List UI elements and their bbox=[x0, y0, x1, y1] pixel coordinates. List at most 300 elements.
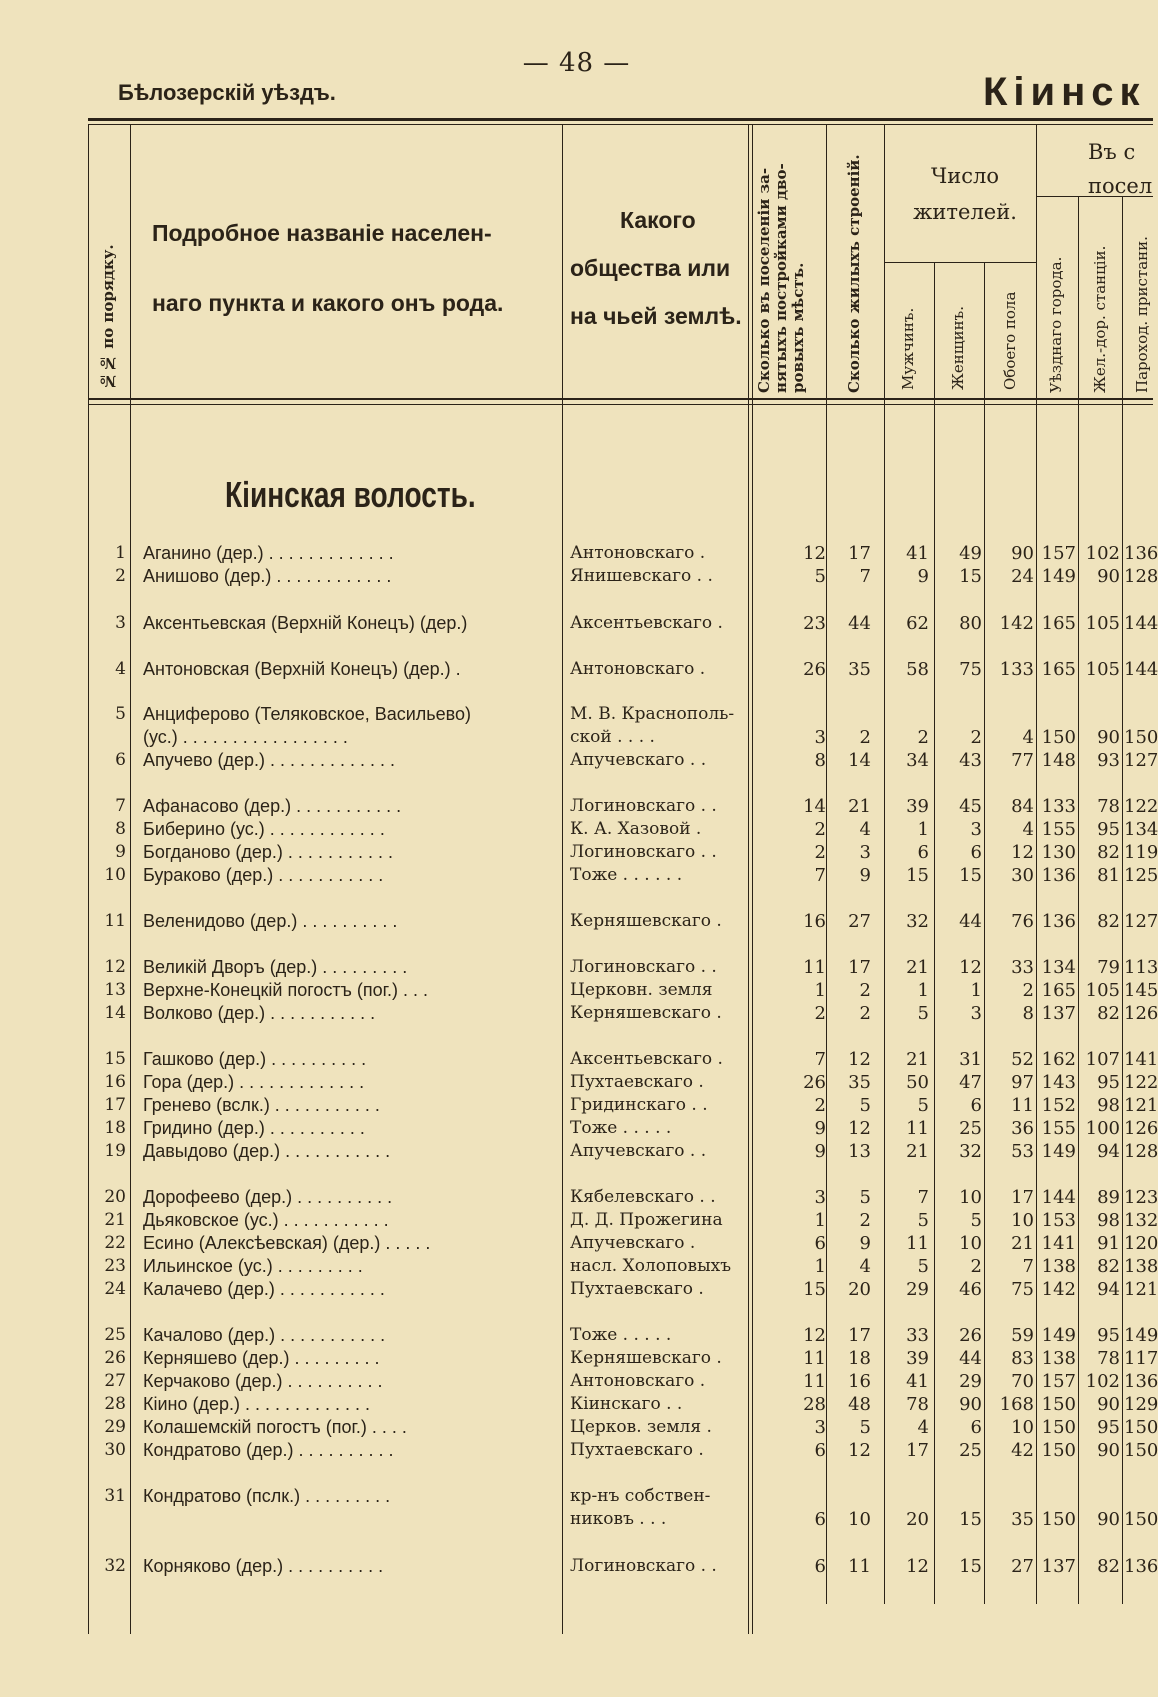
owner-name: Апучевскаго . bbox=[570, 1233, 696, 1253]
women-value: 45 bbox=[959, 796, 982, 817]
table-row bbox=[0, 565, 1158, 588]
both-value: 142 bbox=[999, 613, 1034, 634]
table-row bbox=[0, 864, 1158, 887]
table-row bbox=[0, 1186, 1158, 1209]
households-value: 1 bbox=[814, 980, 826, 1001]
both-value: 35 bbox=[1011, 1509, 1034, 1530]
women-value: 25 bbox=[959, 1440, 982, 1461]
owner-name: насл. Холоповыхъ bbox=[570, 1256, 732, 1276]
owner-name: Логиновскаго . . bbox=[570, 1556, 717, 1576]
rail-distance: 90 bbox=[1097, 566, 1120, 587]
header-buildings: Сколько жилыхъ строеній. bbox=[845, 154, 863, 393]
settlement-name: Верхне-Конецкій погостъ (пог.) . . . bbox=[143, 980, 429, 1000]
row-number: 14 bbox=[104, 1003, 126, 1023]
table-row bbox=[0, 1071, 1158, 1094]
settlement-name: Керчаково (дер.) . . . . . . . . . . bbox=[143, 1371, 383, 1391]
buildings-value: 18 bbox=[848, 1348, 871, 1369]
men-value: 21 bbox=[906, 957, 929, 978]
both-value: 52 bbox=[1011, 1049, 1034, 1070]
rail-distance: 90 bbox=[1097, 1394, 1120, 1415]
town-distance: 157 bbox=[1041, 1371, 1076, 1392]
header-owner-line2: общества или bbox=[570, 255, 731, 281]
section-title: Кіинская волость. bbox=[225, 474, 476, 515]
table-row bbox=[0, 795, 1158, 818]
both-value: 10 bbox=[1011, 1417, 1034, 1438]
households-value: 11 bbox=[803, 1348, 826, 1369]
rail-distance: 107 bbox=[1085, 1049, 1120, 1070]
table-top-rule-thin bbox=[88, 124, 1153, 125]
rail-distance: 78 bbox=[1097, 1348, 1120, 1369]
buildings-value: 9 bbox=[859, 865, 871, 886]
table-row bbox=[0, 1393, 1158, 1416]
both-value: 36 bbox=[1011, 1118, 1034, 1139]
table-row bbox=[0, 1508, 1158, 1531]
town-distance: 138 bbox=[1041, 1256, 1076, 1277]
rail-distance: 105 bbox=[1085, 659, 1120, 680]
row-number: 23 bbox=[104, 1256, 126, 1276]
settlement-name: Дьяковское (ус.) . . . . . . . . . . . bbox=[143, 1210, 389, 1230]
row-number: 12 bbox=[104, 957, 126, 977]
women-value: 6 bbox=[970, 842, 982, 863]
settlement-name: Керняшево (дер.) . . . . . . . . . bbox=[143, 1348, 380, 1368]
town-distance: 150 bbox=[1041, 727, 1076, 748]
women-value: 47 bbox=[959, 1072, 982, 1093]
row-number: 4 bbox=[115, 659, 126, 679]
settlement-name: Гашково (дер.) . . . . . . . . . . bbox=[143, 1049, 367, 1069]
town-distance: 157 bbox=[1041, 543, 1076, 564]
owner-name: Пухтаевскаго . bbox=[570, 1440, 704, 1460]
households-value: 11 bbox=[803, 1371, 826, 1392]
settlement-name: Дорофеево (дер.) . . . . . . . . . . bbox=[143, 1187, 393, 1207]
town-distance: 149 bbox=[1041, 566, 1076, 587]
women-value: 44 bbox=[959, 1348, 982, 1369]
header-households: Сколько въ поселеніи за-нятыхъ постройками дво-ровыхъ мѣстъ. bbox=[755, 163, 807, 393]
both-value: 12 bbox=[1011, 842, 1034, 863]
households-value: 2 bbox=[814, 1095, 826, 1116]
owner-name: Пухтаевскаго . bbox=[570, 1072, 704, 1092]
women-value: 10 bbox=[959, 1233, 982, 1254]
owner-name: Тоже . . . . . bbox=[570, 1118, 672, 1138]
header-rail: Жел.-дор. станціи. bbox=[1091, 245, 1109, 393]
row-number: 15 bbox=[104, 1049, 126, 1069]
settlement-name: Корняково (дер.) . . . . . . . . . . bbox=[143, 1556, 384, 1576]
table-row bbox=[0, 1416, 1158, 1439]
row-number: 9 bbox=[115, 842, 126, 862]
households-value: 3 bbox=[814, 1417, 826, 1438]
men-value: 39 bbox=[906, 796, 929, 817]
women-value: 15 bbox=[959, 1556, 982, 1577]
pier-distance: 134 bbox=[1124, 819, 1158, 840]
women-value: 15 bbox=[959, 865, 982, 886]
owner-name: Гридинскаго . . bbox=[570, 1095, 708, 1115]
row-number: 21 bbox=[104, 1210, 126, 1230]
header-name-line2: наго пункта и какого онъ рода. bbox=[152, 290, 504, 316]
buildings-value: 21 bbox=[848, 796, 871, 817]
buildings-value: 14 bbox=[848, 750, 871, 771]
households-value: 3 bbox=[814, 1187, 826, 1208]
households-value: 9 bbox=[814, 1141, 826, 1162]
both-value: 42 bbox=[1011, 1440, 1034, 1461]
town-distance: 134 bbox=[1041, 957, 1076, 978]
row-number: 13 bbox=[104, 980, 126, 1000]
header-bottom-rule-thin bbox=[88, 404, 1153, 405]
pier-distance: 126 bbox=[1124, 1118, 1158, 1139]
town-distance: 152 bbox=[1041, 1095, 1076, 1116]
women-value: 12 bbox=[959, 957, 982, 978]
table-row bbox=[0, 726, 1158, 749]
women-value: 25 bbox=[959, 1118, 982, 1139]
pier-distance: 136 bbox=[1124, 1371, 1158, 1392]
owner-name: Аксентьевскаго . bbox=[570, 613, 723, 633]
both-value: 53 bbox=[1011, 1141, 1034, 1162]
header-name-line1: Подробное названіе населен- bbox=[152, 220, 492, 246]
pier-distance: 122 bbox=[1124, 796, 1158, 817]
households-value: 28 bbox=[803, 1394, 826, 1415]
buildings-value: 35 bbox=[848, 1072, 871, 1093]
buildings-value: 7 bbox=[859, 566, 871, 587]
pier-distance: 144 bbox=[1124, 613, 1158, 634]
both-value: 27 bbox=[1011, 1556, 1034, 1577]
settlement-name: Афанасово (дер.) . . . . . . . . . . . bbox=[143, 796, 402, 816]
row-number: 19 bbox=[104, 1141, 126, 1161]
town-distance: 137 bbox=[1041, 1003, 1076, 1024]
both-value: 59 bbox=[1011, 1325, 1034, 1346]
buildings-value: 4 bbox=[859, 1256, 871, 1277]
men-value: 58 bbox=[906, 659, 929, 680]
pier-distance: 113 bbox=[1124, 957, 1158, 978]
households-value: 3 bbox=[814, 727, 826, 748]
both-value: 8 bbox=[1022, 1003, 1034, 1024]
both-value: 30 bbox=[1011, 865, 1034, 886]
row-number: 22 bbox=[104, 1233, 126, 1253]
pier-distance: 136 bbox=[1124, 543, 1158, 564]
pier-distance: 138 bbox=[1124, 1256, 1158, 1277]
both-value: 17 bbox=[1011, 1187, 1034, 1208]
table-row bbox=[0, 658, 1158, 681]
settlement-name: (ус.) . . . . . . . . . . . . . . . . . bbox=[143, 727, 348, 747]
settlement-name: Анишово (дер.) . . . . . . . . . . . . bbox=[143, 566, 392, 586]
women-value: 6 bbox=[970, 1417, 982, 1438]
rail-distance: 94 bbox=[1097, 1279, 1120, 1300]
buildings-value: 2 bbox=[859, 1003, 871, 1024]
buildings-value: 9 bbox=[859, 1233, 871, 1254]
settlement-name: Аганино (дер.) . . . . . . . . . . . . . bbox=[143, 543, 394, 563]
owner-name: Керняшевскаго . bbox=[570, 1348, 722, 1368]
owner-name: Янишевскаго . . bbox=[570, 566, 713, 586]
buildings-value: 2 bbox=[859, 1210, 871, 1231]
table-row bbox=[0, 1232, 1158, 1255]
town-distance: 142 bbox=[1041, 1279, 1076, 1300]
both-value: 168 bbox=[999, 1394, 1034, 1415]
households-value: 6 bbox=[814, 1509, 826, 1530]
settlement-name: Биберино (ус.) . . . . . . . . . . . . bbox=[143, 819, 385, 839]
header-town: Уѣзднаго города. bbox=[1047, 256, 1065, 393]
pier-distance: 132 bbox=[1124, 1210, 1158, 1231]
women-value: 26 bbox=[959, 1325, 982, 1346]
table-top-rule bbox=[88, 118, 1153, 121]
women-value: 44 bbox=[959, 911, 982, 932]
running-head: Кіинск bbox=[983, 70, 1146, 114]
table-row bbox=[0, 749, 1158, 772]
subheader-rule bbox=[884, 262, 1036, 263]
both-value: 2 bbox=[1022, 980, 1034, 1001]
pier-distance: 121 bbox=[1124, 1095, 1158, 1116]
row-number: 28 bbox=[104, 1394, 126, 1414]
men-value: 11 bbox=[906, 1233, 929, 1254]
owner-name: Антоновскаго . bbox=[570, 659, 706, 679]
men-value: 2 bbox=[917, 727, 929, 748]
owner-name: Пухтаевскаго . bbox=[570, 1279, 704, 1299]
row-number: 25 bbox=[104, 1325, 126, 1345]
buildings-value: 11 bbox=[848, 1556, 871, 1577]
both-value: 24 bbox=[1011, 566, 1034, 587]
page-number: — 48 — bbox=[522, 48, 631, 78]
table-row bbox=[0, 1209, 1158, 1232]
header-bottom-rule bbox=[88, 398, 1153, 400]
both-value: 10 bbox=[1011, 1210, 1034, 1231]
table-row bbox=[0, 1555, 1158, 1578]
town-distance: 155 bbox=[1041, 1118, 1076, 1139]
women-value: 29 bbox=[959, 1371, 982, 1392]
owner-name: Антоновскаго . bbox=[570, 1371, 706, 1391]
town-distance: 165 bbox=[1041, 613, 1076, 634]
settlement-name: Кіино (дер.) . . . . . . . . . . . . . bbox=[143, 1394, 371, 1414]
buildings-value: 5 bbox=[859, 1095, 871, 1116]
households-value: 23 bbox=[803, 613, 826, 634]
buildings-value: 27 bbox=[848, 911, 871, 932]
table-row bbox=[0, 1140, 1158, 1163]
women-value: 6 bbox=[970, 1095, 982, 1116]
settlement-name: Качалово (дер.) . . . . . . . . . . . bbox=[143, 1325, 386, 1345]
households-value: 1 bbox=[814, 1256, 826, 1277]
men-value: 29 bbox=[906, 1279, 929, 1300]
rail-distance: 79 bbox=[1097, 957, 1120, 978]
men-value: 78 bbox=[906, 1394, 929, 1415]
town-distance: 150 bbox=[1041, 1440, 1076, 1461]
row-number: 31 bbox=[104, 1486, 126, 1506]
district-title: Бѣлозерскій уѣздъ. bbox=[118, 80, 336, 105]
pier-distance: 121 bbox=[1124, 1279, 1158, 1300]
owner-name: Тоже . . . . . . bbox=[570, 865, 683, 885]
men-value: 4 bbox=[917, 1417, 929, 1438]
both-value: 133 bbox=[999, 659, 1034, 680]
owner-name: Апучевскаго . . bbox=[570, 750, 707, 770]
town-distance: 141 bbox=[1041, 1233, 1076, 1254]
town-distance: 150 bbox=[1041, 1509, 1076, 1530]
table-row bbox=[0, 1324, 1158, 1347]
town-distance: 136 bbox=[1041, 865, 1076, 886]
row-number: 27 bbox=[104, 1371, 126, 1391]
rail-distance: 82 bbox=[1097, 1003, 1120, 1024]
town-distance: 153 bbox=[1041, 1210, 1076, 1231]
both-value: 11 bbox=[1011, 1095, 1034, 1116]
pier-distance: 141 bbox=[1124, 1049, 1158, 1070]
rail-distance: 95 bbox=[1097, 1417, 1120, 1438]
owner-name: Кіинскаго . . bbox=[570, 1394, 683, 1414]
row-number: 1 bbox=[115, 543, 126, 563]
pier-distance: 150 bbox=[1124, 1509, 1158, 1530]
men-value: 6 bbox=[917, 842, 929, 863]
town-distance: 136 bbox=[1041, 911, 1076, 932]
households-value: 26 bbox=[803, 659, 826, 680]
rail-distance: 82 bbox=[1097, 1556, 1120, 1577]
table-row bbox=[0, 1347, 1158, 1370]
town-distance: 165 bbox=[1041, 659, 1076, 680]
households-value: 1 bbox=[814, 1210, 826, 1231]
rail-distance: 95 bbox=[1097, 1325, 1120, 1346]
owner-name: Логиновскаго . . bbox=[570, 957, 717, 977]
settlement-name: Есино (Алексѣевская) (дер.) . . . . . bbox=[143, 1233, 431, 1253]
pier-distance: 125 bbox=[1124, 865, 1158, 886]
town-distance: 149 bbox=[1041, 1325, 1076, 1346]
rail-distance: 94 bbox=[1097, 1141, 1120, 1162]
buildings-value: 17 bbox=[848, 957, 871, 978]
women-value: 2 bbox=[970, 727, 982, 748]
buildings-value: 48 bbox=[848, 1394, 871, 1415]
buildings-value: 17 bbox=[848, 543, 871, 564]
households-value: 6 bbox=[814, 1556, 826, 1577]
header-name bbox=[152, 198, 552, 338]
men-value: 5 bbox=[917, 1210, 929, 1231]
men-value: 41 bbox=[906, 1371, 929, 1392]
both-value: 21 bbox=[1011, 1233, 1034, 1254]
households-value: 2 bbox=[814, 1003, 826, 1024]
households-value: 11 bbox=[803, 957, 826, 978]
rail-distance: 105 bbox=[1085, 613, 1120, 634]
rail-distance: 98 bbox=[1097, 1095, 1120, 1116]
buildings-value: 5 bbox=[859, 1417, 871, 1438]
pier-distance: 128 bbox=[1124, 1141, 1158, 1162]
households-value: 26 bbox=[803, 1072, 826, 1093]
households-value: 16 bbox=[803, 911, 826, 932]
women-value: 31 bbox=[959, 1049, 982, 1070]
town-distance: 150 bbox=[1041, 1394, 1076, 1415]
rail-distance: 93 bbox=[1097, 750, 1120, 771]
town-distance: 130 bbox=[1041, 842, 1076, 863]
owner-name: К. А. Хазовой . bbox=[570, 819, 702, 839]
table-row bbox=[0, 979, 1158, 1002]
men-value: 15 bbox=[906, 865, 929, 886]
buildings-value: 16 bbox=[848, 1371, 871, 1392]
pier-distance: 150 bbox=[1124, 1440, 1158, 1461]
row-number: 3 bbox=[115, 613, 126, 633]
header-distance-line1: Въ с bbox=[1088, 140, 1136, 164]
buildings-value: 2 bbox=[859, 727, 871, 748]
settlement-name: Гридино (дер.) . . . . . . . . . . bbox=[143, 1118, 365, 1138]
rail-distance: 81 bbox=[1097, 865, 1120, 886]
table-row bbox=[0, 1002, 1158, 1025]
table-row bbox=[0, 910, 1158, 933]
header-pier: Пароход. пристани. bbox=[1133, 236, 1151, 393]
households-value: 12 bbox=[803, 1325, 826, 1346]
row-number: 18 bbox=[104, 1118, 126, 1138]
table-row bbox=[0, 956, 1158, 979]
households-value: 7 bbox=[814, 1049, 826, 1070]
pier-distance: 119 bbox=[1124, 842, 1158, 863]
both-value: 77 bbox=[1011, 750, 1034, 771]
buildings-value: 10 bbox=[848, 1509, 871, 1530]
settlement-name: Бураково (дер.) . . . . . . . . . . . bbox=[143, 865, 384, 885]
men-value: 20 bbox=[906, 1509, 929, 1530]
row-number: 10 bbox=[104, 865, 126, 885]
settlement-name: Кондратово (дер.) . . . . . . . . . . bbox=[143, 1440, 394, 1460]
buildings-value: 35 bbox=[848, 659, 871, 680]
owner-name: Церковн. земля bbox=[570, 980, 713, 1000]
settlement-name: Апучево (дер.) . . . . . . . . . . . . . bbox=[143, 750, 396, 770]
women-value: 43 bbox=[959, 750, 982, 771]
households-value: 15 bbox=[803, 1279, 826, 1300]
rail-distance: 90 bbox=[1097, 1440, 1120, 1461]
buildings-value: 12 bbox=[848, 1118, 871, 1139]
men-value: 7 bbox=[917, 1187, 929, 1208]
owner-name: ской . . . . bbox=[570, 727, 655, 747]
header-both: Обоего пола bbox=[1001, 291, 1019, 390]
table-row bbox=[0, 1094, 1158, 1117]
men-value: 21 bbox=[906, 1141, 929, 1162]
table-row bbox=[0, 818, 1158, 841]
header-residents-line1: Число bbox=[931, 164, 999, 188]
women-value: 3 bbox=[970, 1003, 982, 1024]
men-value: 12 bbox=[906, 1556, 929, 1577]
town-distance: 162 bbox=[1041, 1049, 1076, 1070]
both-value: 33 bbox=[1011, 957, 1034, 978]
men-value: 9 bbox=[917, 566, 929, 587]
owner-name: кр-нъ собствен- bbox=[570, 1486, 711, 1506]
pier-distance: 144 bbox=[1124, 659, 1158, 680]
rail-distance: 82 bbox=[1097, 1256, 1120, 1277]
households-value: 7 bbox=[814, 865, 826, 886]
row-number: 24 bbox=[104, 1279, 126, 1299]
pier-distance: 136 bbox=[1124, 1556, 1158, 1577]
header-owner-line1: Какого bbox=[620, 207, 696, 233]
men-value: 17 bbox=[906, 1440, 929, 1461]
settlement-name: Гренево (вслк.) . . . . . . . . . . . bbox=[143, 1095, 380, 1115]
table-row bbox=[0, 612, 1158, 635]
row-number: 11 bbox=[104, 911, 126, 931]
pier-distance: 127 bbox=[1124, 750, 1158, 771]
households-value: 12 bbox=[803, 543, 826, 564]
table-row bbox=[0, 1278, 1158, 1301]
buildings-value: 4 bbox=[859, 819, 871, 840]
men-value: 21 bbox=[906, 1049, 929, 1070]
rail-distance: 105 bbox=[1085, 980, 1120, 1001]
rail-distance: 82 bbox=[1097, 842, 1120, 863]
settlement-name: Ильинское (ус.) . . . . . . . . . bbox=[143, 1256, 363, 1276]
settlement-name: Веленидово (дер.) . . . . . . . . . . bbox=[143, 911, 398, 931]
header-owner bbox=[570, 196, 750, 340]
table-row bbox=[0, 1485, 1153, 1508]
rail-distance: 90 bbox=[1097, 727, 1120, 748]
table-row bbox=[0, 542, 1158, 565]
row-number: 7 bbox=[115, 796, 126, 816]
town-distance: 150 bbox=[1041, 1417, 1076, 1438]
town-distance: 143 bbox=[1041, 1072, 1076, 1093]
row-number: 17 bbox=[104, 1095, 126, 1115]
buildings-value: 13 bbox=[848, 1141, 871, 1162]
owner-name: Керняшевскаго . bbox=[570, 911, 722, 931]
buildings-value: 17 bbox=[848, 1325, 871, 1346]
households-value: 9 bbox=[814, 1118, 826, 1139]
town-distance: 149 bbox=[1041, 1141, 1076, 1162]
table-row bbox=[0, 1048, 1158, 1071]
owner-name: Аксентьевскаго . bbox=[570, 1049, 723, 1069]
rail-distance: 95 bbox=[1097, 1072, 1120, 1093]
buildings-value: 5 bbox=[859, 1187, 871, 1208]
both-value: 4 bbox=[1022, 727, 1034, 748]
town-distance: 144 bbox=[1041, 1187, 1076, 1208]
men-value: 41 bbox=[906, 543, 929, 564]
settlement-name: Кондратово (пслк.) . . . . . . . . . bbox=[143, 1486, 391, 1506]
